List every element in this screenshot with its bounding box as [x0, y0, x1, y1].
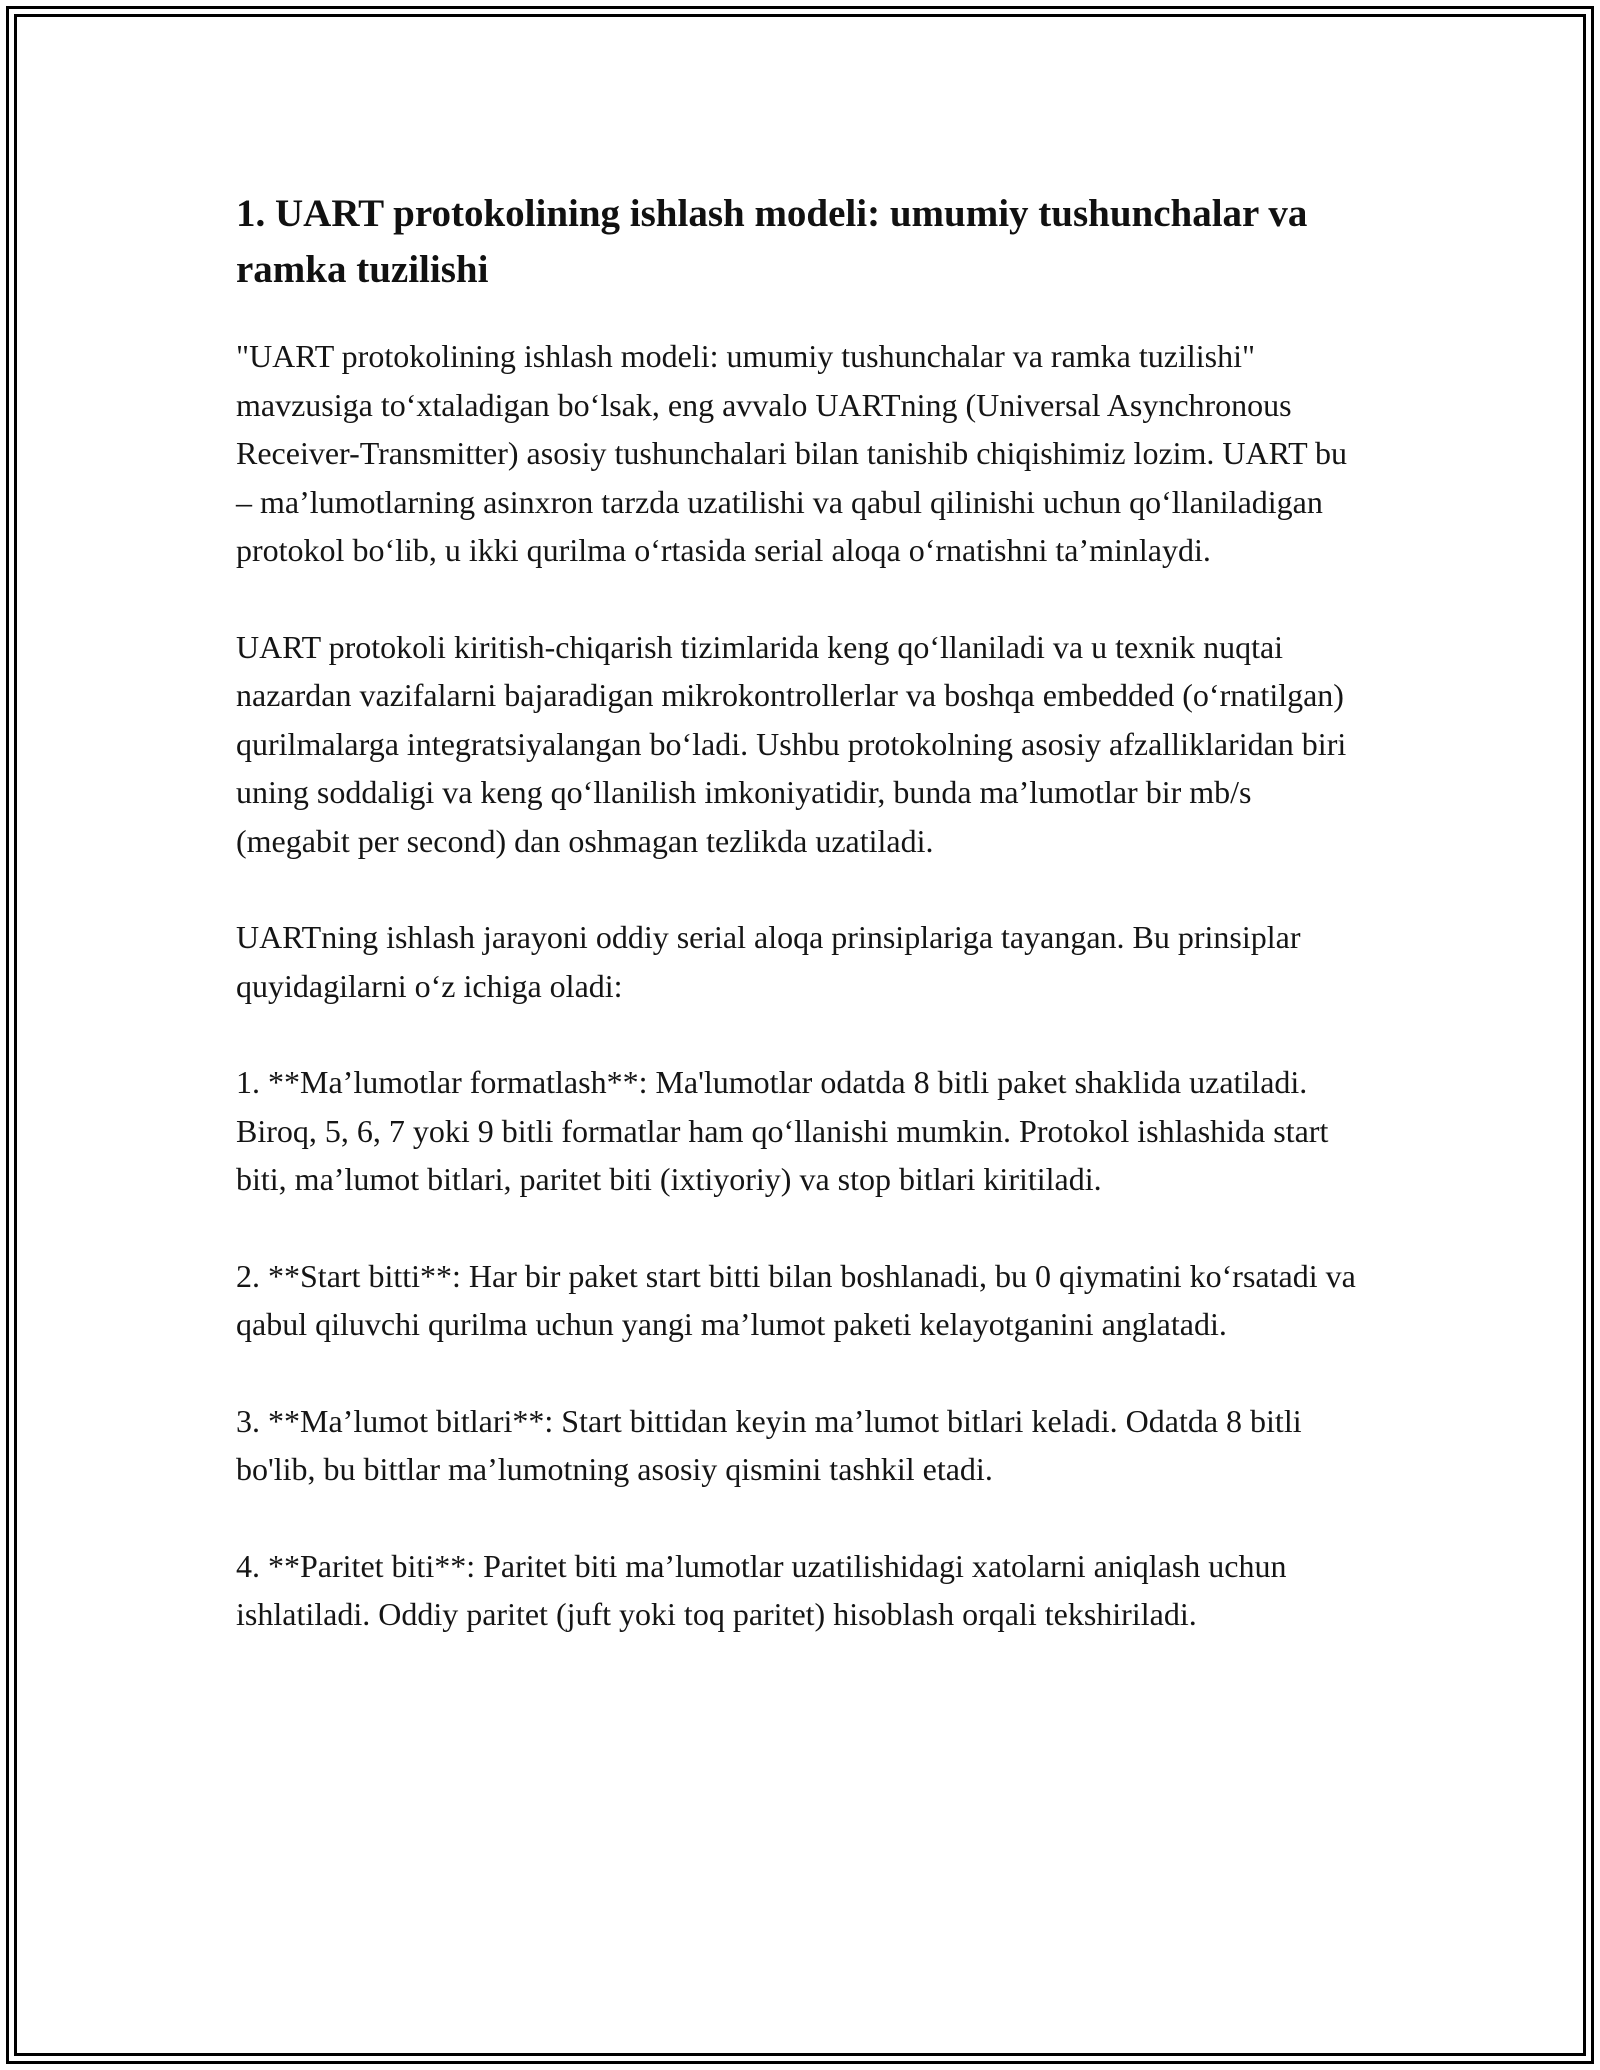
document-body — [236, 186, 1366, 1687]
paragraph-principles: UARTning ishlash jarayoni oddiy serial aloqa prinsiplariga tayangan. Bu prinsiplar quyidagilarni o‘z ichiga oladi: — [236, 919, 1301, 1004]
list-item-start-bit: 2. **Start bitti**: Har bir paket start bitti bilan boshlanadi, bu 0 qiymatini ko‘rsatadi va qabul qiluvchi qurilma uchun yangi ma’lumot paketi kelayotganini anglatadi. — [236, 1257, 1356, 1342]
paragraph-usage: UART protokoli kiritish-chiqarish tizimlarida keng qo‘llaniladi va u texnik nuqtai nazardan vazifalarni bajaradigan mikrokontrollerlar va boshqa embedded (o‘rnatilgan) qurilmalarga integratsiyalangan bo‘ladi. Ushbu protokolning asosiy afzalliklaridan biri uning soddaligi va keng qo‘llanilish imkoniyatidir, bunda ma’lumotlar bir mb/s (megabit per second) dan oshmagan tezlikda uzatiladi. — [236, 628, 1347, 859]
list-item-data-bits: 3. **Ma’lumot bitlari**: Start bittidan keyin ma’lumot bitlari keladi. Odatda 8 bitli bo'lib, bu bittlar ma’lumotning asosiy qismini tashkil etadi. — [236, 1402, 1302, 1487]
list-item-data-format: 1. **Ma’lumotlar formatlash**: Ma'lumotlar odatda 8 bitli paket shaklida uzatiladi. Biroq, 5, 6, 7 yoki 9 bitli formatlar ham qo‘llanishi mumkin. Protokol ishlashida start biti, ma’lumot bitlari, paritet biti (ixtiyoriy) va stop bitlari kiritiladi. — [236, 1064, 1329, 1197]
list-item-parity-bit: 4. **Paritet biti**: Paritet biti ma’lumotlar uzatilishidagi xatolarni aniqlash uchun ishlatiladi. Oddiy paritet (juft yoki toq paritet) hisoblash orqali tekshiriladi. — [236, 1547, 1287, 1632]
document-title: 1. UART protokolining ishlash modeli: umumiy tushunchalar va ramka tuzilishi — [236, 192, 1308, 291]
paragraph-intro: "UART protokolining ishlash modeli: umumiy tushunchalar va ramka tuzilishi" mavzusiga to‘xtaladigan bo‘lsak, eng avvalo UARTning (Universal Asynchronous Receiver-Transmitter) asosiy tushunchalari bilan tanishib chiqishimiz lozim. UART bu – ma’lumotlarning asinxron tarzda uzatilishi va qabul qilinishi uchun qo‘llaniladigan protokol bo‘lib, u ikki qurilma o‘rtasida serial aloqa o‘rnatishni ta’minlaydi. — [236, 338, 1348, 568]
